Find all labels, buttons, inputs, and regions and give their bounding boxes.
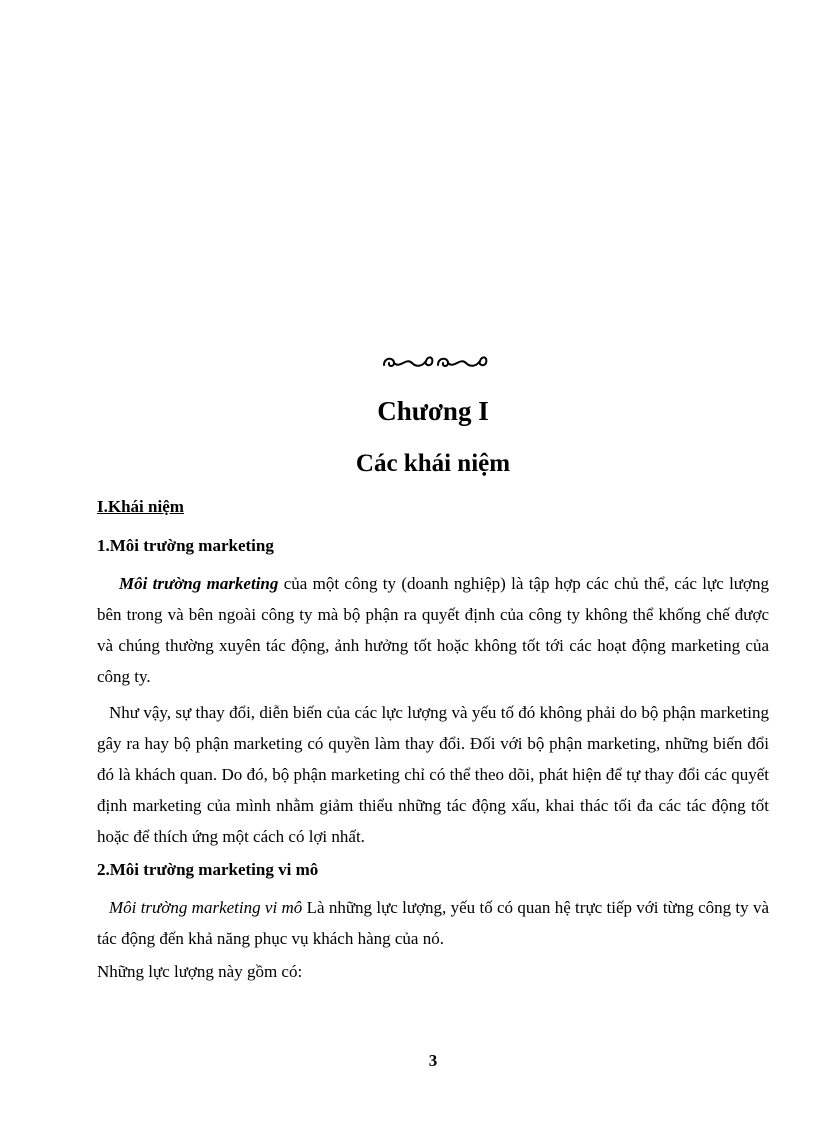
chapter-subtitle: Các khái niệm: [355, 450, 511, 477]
section-heading-1: 1.Môi trường marketing: [97, 536, 274, 555]
chapter-title: Chương I: [377, 396, 489, 426]
page-number: 3: [428, 1051, 438, 1070]
paragraph-micro-definition: [97, 892, 769, 954]
paragraph-definition: [97, 568, 769, 692]
section-heading-main: I.Khái niệm: [97, 497, 184, 516]
decorative-ornament-icon: [380, 351, 490, 373]
paragraph-text: của một công ty (doanh nghiệp) là tập hợp các chủ thể, các lực lượng bên trong và bên ngoài công ty mà bộ phận ra quyết định của công ty không thể khống chế được và chúng thường xuyên tác động, ảnh hưởng tốt hoặc không tốt tới các hoạt động marketing của công ty.: [97, 574, 769, 686]
defined-term: Môi trường marketing vi mô: [109, 898, 303, 917]
paragraph-explanation: [97, 697, 769, 852]
paragraph-list-intro: Những lực lượng này gồm có:: [97, 962, 303, 981]
paragraph-text: Như vậy, sự thay đổi, diễn biến của các lực lượng và yếu tố đó không phải do bộ phận marketing gây ra hay bộ phận marketing có quyền làm thay đổi. Đối với bộ phận marketing, những biến đổi đó là khách quan. Do đó, bộ phận marketing chỉ có thể theo dõi, phát hiện để tự thay đổi các quyết định marketing của mình nhằm giảm thiểu những tác động xấu, khai thác tối đa các tác động tốt hoặc để thích ứng một cách có lợi nhất.: [97, 703, 769, 846]
section-heading-2: 2.Môi trường marketing vi mô: [97, 860, 319, 879]
defined-term: Môi trường marketing: [119, 574, 279, 593]
paragraph-text: Là những lực lượng, yếu tố có quan hệ trực tiếp với từng công ty và tác động đến khả năng phục vụ khách hàng của nó.: [97, 898, 770, 948]
